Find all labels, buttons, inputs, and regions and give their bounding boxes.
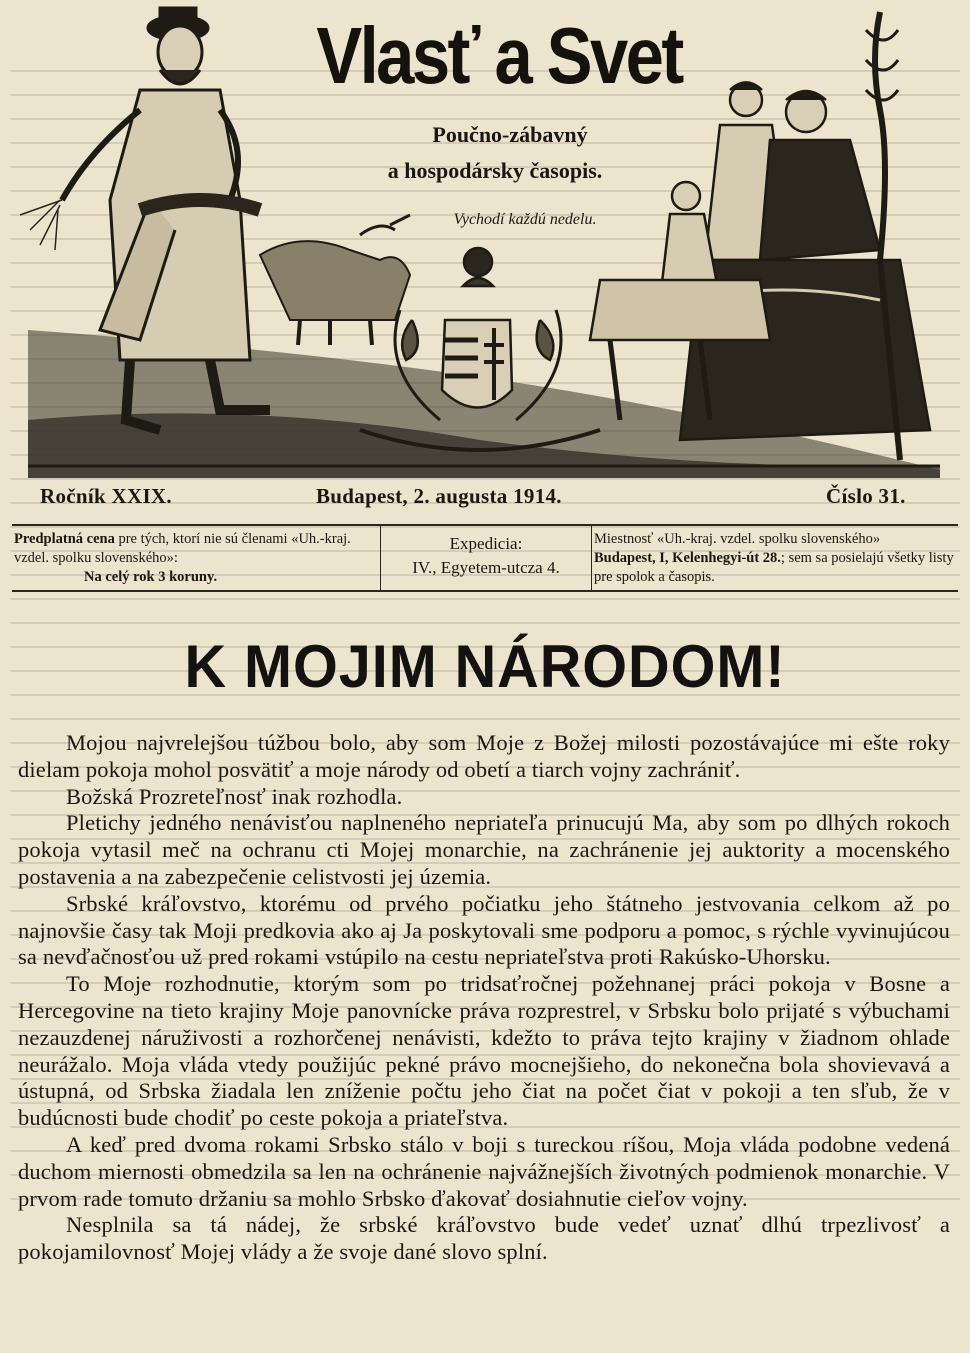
issue-volume: Ročník XXIX. bbox=[40, 484, 172, 508]
subscription-price: Na celý rok 3 koruny. bbox=[84, 569, 218, 585]
seed-spray bbox=[20, 200, 62, 250]
subscription-label: Predplatná cena bbox=[14, 531, 115, 547]
masthead-subtitle-line2: a hospodársky časopis. bbox=[387, 158, 603, 183]
publication-frequency: Vychodí každú nedelu. bbox=[453, 211, 597, 228]
article-paragraph: Pletichy jedného nenávisťou naplneného nepriateľa prinucujú Ma, aby som po dlhých rokoch pokoja vytasil meč na ochranu cti Mojej monarchie, na zachránenie jej auktority a mocenského postavenia a na zabezpečenie celistvosti jej územia. bbox=[18, 810, 950, 889]
article-paragraph: Srbské kráľovstvo, ktorému od prvého počiatku jeho štátneho jestvovania celkom až po najnovšie časy tak Moji predkovia ako aj Ja poskytovali sme podporu a pomoc, s rýchle vyvinujúcou sa nevďačnosťou už pred rokami vstúpilo na cestu nepriateľstva proti Rakúsko-Uhorsku. bbox=[18, 890, 950, 970]
expedition-address: IV., Egyetem-utcza 4. bbox=[412, 558, 560, 577]
oxen-plough bbox=[260, 215, 410, 345]
issue-place-date: Budapest, 2. augusta 1914. bbox=[316, 484, 562, 508]
masthead bbox=[0, 0, 970, 480]
seat-text: Miestnosť «Uh.-kraj. vzdel. spolku slovenského» bbox=[594, 531, 881, 547]
seat-note: ; sem sa posielajú všetky listy pre spolok a časopis. bbox=[594, 550, 954, 585]
masthead-subtitle-line1: Poučno-zábavný bbox=[432, 122, 588, 147]
article-paragraph: Nesplnila sa tá nádej, že srbské kráľovstvo bude vedeť uznať dlhú trpezlivosť a pokojamilovnosť Mojej vlády a že svoje dané slovo splní. bbox=[18, 1212, 950, 1265]
subscription-text: pre tých, ktorí nie sú členami «Uh.-kraj. vzdel. spolku slovenského»: bbox=[14, 531, 351, 566]
issue-number: Číslo 31. bbox=[826, 484, 906, 508]
article-paragraph: Božská Prozreteľnosť inak rozhodla. bbox=[66, 783, 403, 809]
expedition-info bbox=[380, 526, 592, 590]
subscription-info bbox=[14, 526, 376, 594]
masthead-title: Vlasť a Svet bbox=[316, 11, 682, 100]
article-headline: K MOJIM NÁRODOM! bbox=[184, 633, 786, 700]
expedition-label: Expedicia: bbox=[449, 534, 523, 553]
info-box bbox=[12, 524, 958, 592]
seat-info bbox=[594, 526, 956, 594]
article-body bbox=[18, 730, 950, 1266]
seat-address: Budapest, I, Kelenhegyi-út 28. bbox=[594, 550, 781, 566]
article-paragraph: Mojou najvrelejšou túžbou bolo, aby som Moje z Božej milosti pozostávajúce mi ešte roky dielam pokoja mohol posvätiť a moje národy od obetí a tiarch vojny zachrániť. bbox=[18, 730, 950, 782]
article-paragraph: A keď pred dvoma rokami Srbsko stálo v boji s tureckou ríšou, Moja vláda podobne vedená duchom miernosti obmedzila sa len na ochránenie najvážnejších životných podmienok monarchie. V prvom rade tomuto držaniu sa mohlo Srbsko ďakovať dosiahnutie cieľov vojny. bbox=[18, 1131, 950, 1211]
issue-line bbox=[20, 484, 950, 512]
article-paragraph: To Moje rozhodnutie, ktorým som po tridsaťročnej požehnanej práci pokoja v Bosne a Hercegovine na tieto krajiny Moje panovnícke práva rozprestrel, v Srbsku bolo prijaté s výbuchami nezauzdenej náruživosti a rozhorčenej nenávisti, kdežto to práva tejto krajiny v žiadnom ohlade neurážalo. Moja vláda vtedy použijúc pekné právo mocnejšieho, do nekonečna bola shovievavá a ústupná, od Srbska žiadala len zníženie počtu jeho čiat na počet čiat v pokoji a ten sľub, že v budúcnosti bude chodiť po ceste pokoja a priateľstva. bbox=[18, 971, 950, 1131]
